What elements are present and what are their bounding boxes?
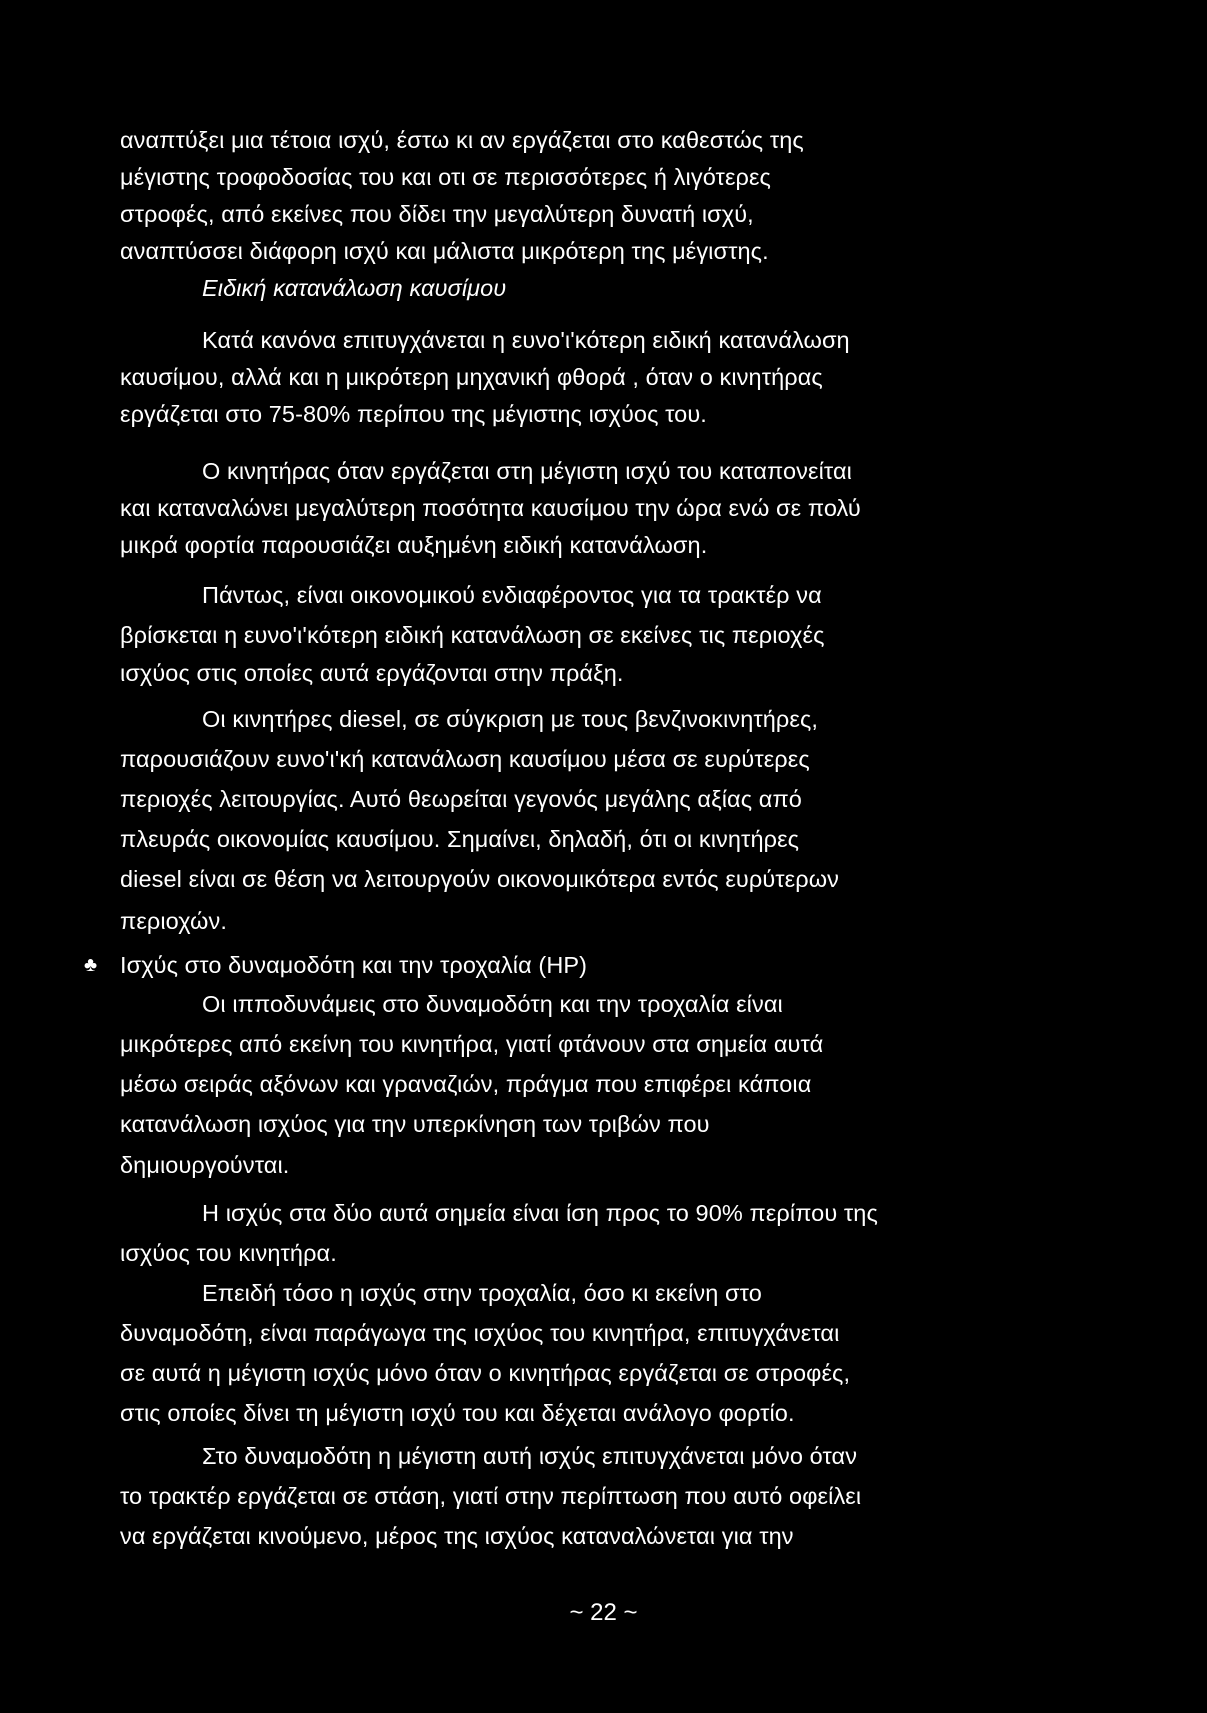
- page-number: ~ 22 ~: [569, 1599, 638, 1626]
- text-line: καυσίμου, αλλά και η μικρότερη μηχανική φθορά , όταν ο κινητήρας: [120, 364, 823, 390]
- text-line: δυναμοδότη, είναι παράγωγα της ισχύος του κινητήρα, επιτυγχάνεται: [120, 1320, 840, 1346]
- section-heading: Ειδική κατανάλωση καυσίμου: [202, 275, 507, 301]
- text-line: σε αυτά η μέγιστη ισχύς μόνο όταν ο κινητήρας εργάζεται σε στροφές,: [120, 1360, 851, 1386]
- text-line: το τρακτέρ εργάζεται σε στάση, γιατί στην περίπτωση που αυτό οφείλει: [120, 1483, 862, 1509]
- text-line: Κατά κανόνα επιτυγχάνεται η ευνο'ι'κότερη ειδική κατανάλωση: [202, 327, 850, 353]
- text-line: να εργάζεται κινούμενο, μέρος της ισχύος καταναλώνεται για την: [120, 1523, 794, 1549]
- text-line: περιοχές λειτουργίας. Αυτό θεωρείται γεγονός μεγάλης αξίας από: [120, 786, 802, 812]
- text-line: βρίσκεται η ευνο'ι'κότερη ειδική κατανάλωση σε εκείνες τις περιοχές: [120, 622, 825, 648]
- text-line: Οι κινητήρες diesel, σε σύγκριση με τους βενζινοκινητήρες,: [202, 706, 819, 732]
- text-line: στις οποίες δίνει τη μέγιστη ισχύ του και δέχεται ανάλογο φορτίο.: [120, 1400, 795, 1426]
- text-line: Οι ιπποδυνάμεις στο δυναμοδότη και την τροχαλία είναι: [202, 991, 783, 1017]
- text-line: μικρά φορτία παρουσιάζει αυξημένη ειδική κατανάλωση.: [120, 532, 708, 558]
- text-line: diesel είναι σε θέση να λειτουργούν οικονομικότερα εντός ευρύτερων: [120, 866, 840, 892]
- text-line: μικρότερες από εκείνη του κινητήρα, γιατί φτάνουν στα σημεία αυτά: [120, 1031, 824, 1057]
- text-line: μέγιστης τροφοδοσίας του και οτι σε περισσότερες ή λιγότερες: [120, 164, 771, 190]
- text-line: ισχύος στις οποίες αυτά εργάζονται στην πράξη.: [120, 660, 624, 686]
- text-line: εργάζεται στο 75-80% περίπου της μέγιστης ισχύος του.: [120, 401, 707, 427]
- text-line: πλευράς οικονομίας καυσίμου. Σημαίνει, δηλαδή, ότι οι κινητήρες: [120, 826, 800, 852]
- text-line: παρουσιάζουν ευνο'ι'κή κατανάλωση καυσίμου μέσα σε ευρύτερες: [120, 746, 810, 772]
- text-line: δημιουργούνται.: [120, 1152, 290, 1178]
- text-line: Πάντως, είναι οικονομικού ενδιαφέροντος για τα τρακτέρ να: [202, 582, 822, 608]
- text-line: αναπτύσσει διάφορη ισχύ και μάλιστα μικρότερη της μέγιστης.: [120, 238, 769, 264]
- text-line: Επειδή τόσο η ισχύς στην τροχαλία, όσο κι εκείνη στο: [202, 1280, 762, 1306]
- text-line: κατανάλωση ισχύος για την υπερκίνηση των τριβών που: [120, 1111, 710, 1137]
- text-line: Στο δυναμοδότη η μέγιστη αυτή ισχύς επιτυγχάνεται μόνο όταν: [202, 1443, 858, 1469]
- text-line: αναπτύξει μια τέτοια ισχύ, έστω κι αν εργάζεται στο καθεστώς της: [120, 127, 804, 153]
- text-line: Η ισχύς στα δύο αυτά σημεία είναι ίση προς το 90% περίπου της: [202, 1200, 878, 1226]
- section-heading: Ισχύς στο δυναμοδότη και την τροχαλία (HP): [120, 952, 588, 978]
- text-line: περιοχών.: [120, 908, 227, 934]
- club-bullet-icon: ♣: [84, 954, 98, 976]
- text-line: και καταναλώνει μεγαλύτερη ποσότητα καυσίμου την ώρα ενώ σε πολύ: [120, 495, 861, 521]
- text-line: μέσω σειράς αξόνων και γραναζιών, πράγμα που επιφέρει κάποια: [120, 1071, 812, 1097]
- text-line: στροφές, από εκείνες που δίδει την μεγαλύτερη δυνατή ισχύ,: [120, 201, 754, 227]
- text-line: Ο κινητήρας όταν εργάζεται στη μέγιστη ισχύ του καταπονείται: [202, 458, 852, 484]
- text-line: ισχύος του κινητήρα.: [120, 1240, 337, 1266]
